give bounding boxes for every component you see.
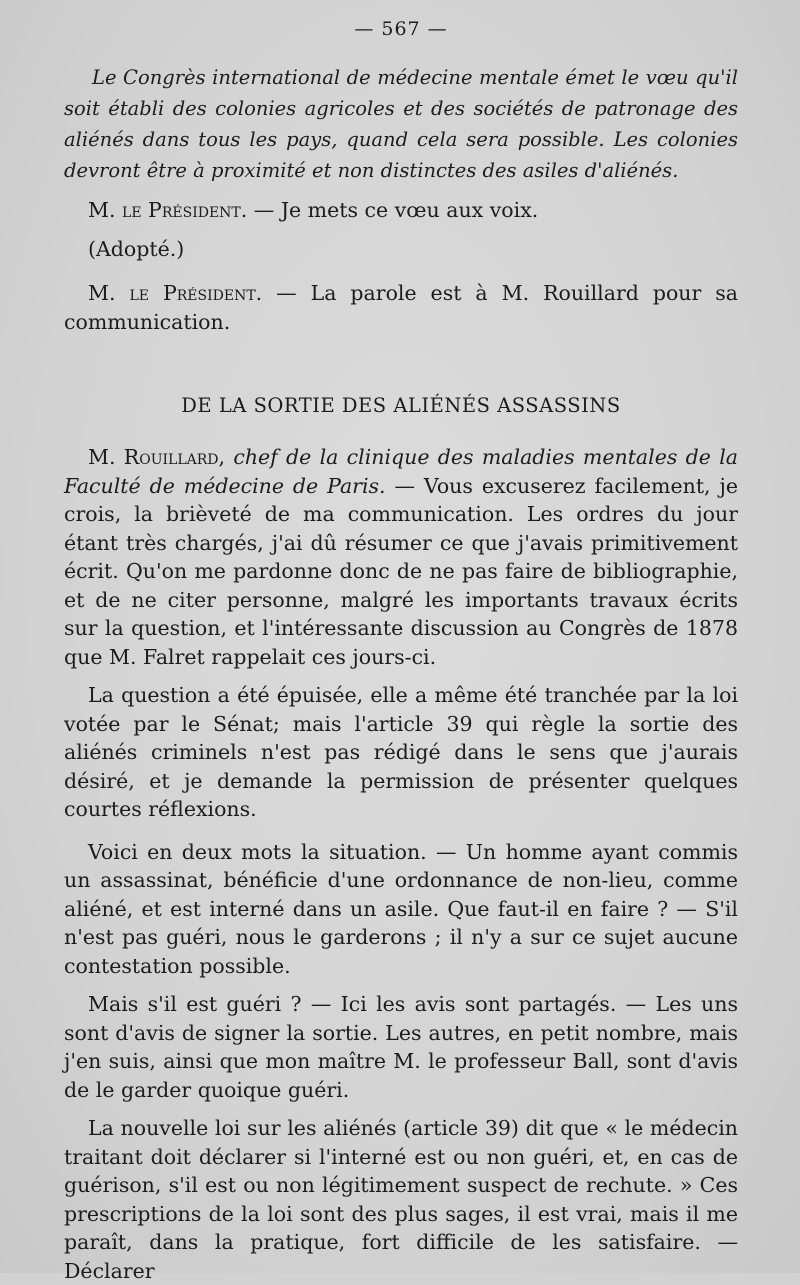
paragraph: Voici en deux mots la situation. — Un homme ayant commis un assassinat, bénéficie d'une ordonnance de non-lieu, comme aliéné, et est interné dans un asile. Que faut-il en faire ? — S'il n'est pas guéri, nous le garderons ; il n'y a sur ce sujet aucune contestation possible. [64, 839, 738, 978]
speech-text: — Je mets ce vœu aux voix. [247, 198, 539, 222]
speech-text: — Vous excuserez facilement, je crois, la brièveté de ma communication. Les ordres du jour étant très chargés, j'ai dû résumer ce que j'avais primitivement écrit. Qu'on me pardonne donc de ne pas faire de bibliographie, et de ne citer personne, malgré les importants travaux écrits sur la question, et l'intéressante discussion au Congrès de 1878 que M. Falret rappelait ces jours-ci. [64, 473, 738, 669]
paragraph: La question a été épuisée, elle a même été tranchée par la loi votée par le Sénat; mais l'article 39 qui règle la sortie des aliénés criminels n'est pas rédigé dans le sens que j'aurais désiré, et je demande la permission de présenter quelques courtes réflexions. [64, 683, 738, 821]
paragraph: Mais s'il est guéri ? — Ici les avis sont partagés. — Les uns sont d'avis de signer la sortie. Les autres, en petit nombre, mais j'en suis, ainsi que mon maître M. le professeur Ball, sont d'avis de le garder quoique guéri. [64, 992, 738, 1102]
adopted-note: (Adopté.) [88, 236, 185, 261]
president-statement-floor [64, 279, 738, 336]
speech-text: — La parole est à M. Rouillard pour sa communication. [64, 281, 739, 334]
paragraph: La nouvelle loi sur les aliénés (article 39) dit que « le médecin traitant doit déclarer si l'interné est ou non guéri, et, en cas de guérison, s'il est ou non légitimement suspect de rechute. » Ces prescriptions de la loi sont des plus sages, il est vrai, mais il me paraît, dans la pratique, fort difficile de les satisfaire. — Déclarer [64, 1116, 738, 1283]
section-title: DE LA SORTIE DES ALIÉNÉS ASSASSINS [181, 394, 621, 417]
president-statement-vote [64, 196, 738, 225]
speaker-name: M. Rouillard, [88, 445, 226, 469]
rouillard-intro [64, 443, 738, 671]
page-number: — 567 — [354, 18, 448, 40]
speaker-affiliation: chef de la clinique des maladies mentales de la Faculté de médecine de Paris. [64, 445, 738, 498]
speaker-name: M. le Président. [88, 198, 248, 222]
speaker-name: M. le Président. [88, 281, 263, 305]
congress-resolution: Le Congrès international de médecine mentale émet le vœu qu'il soit établi des colonies agricoles et des sociétés de patronage des aliénés dans tous les pays, quand cela sera possible. Les colonies devront être à proximité et non distinctes des asiles d'aliénés. [64, 66, 738, 182]
